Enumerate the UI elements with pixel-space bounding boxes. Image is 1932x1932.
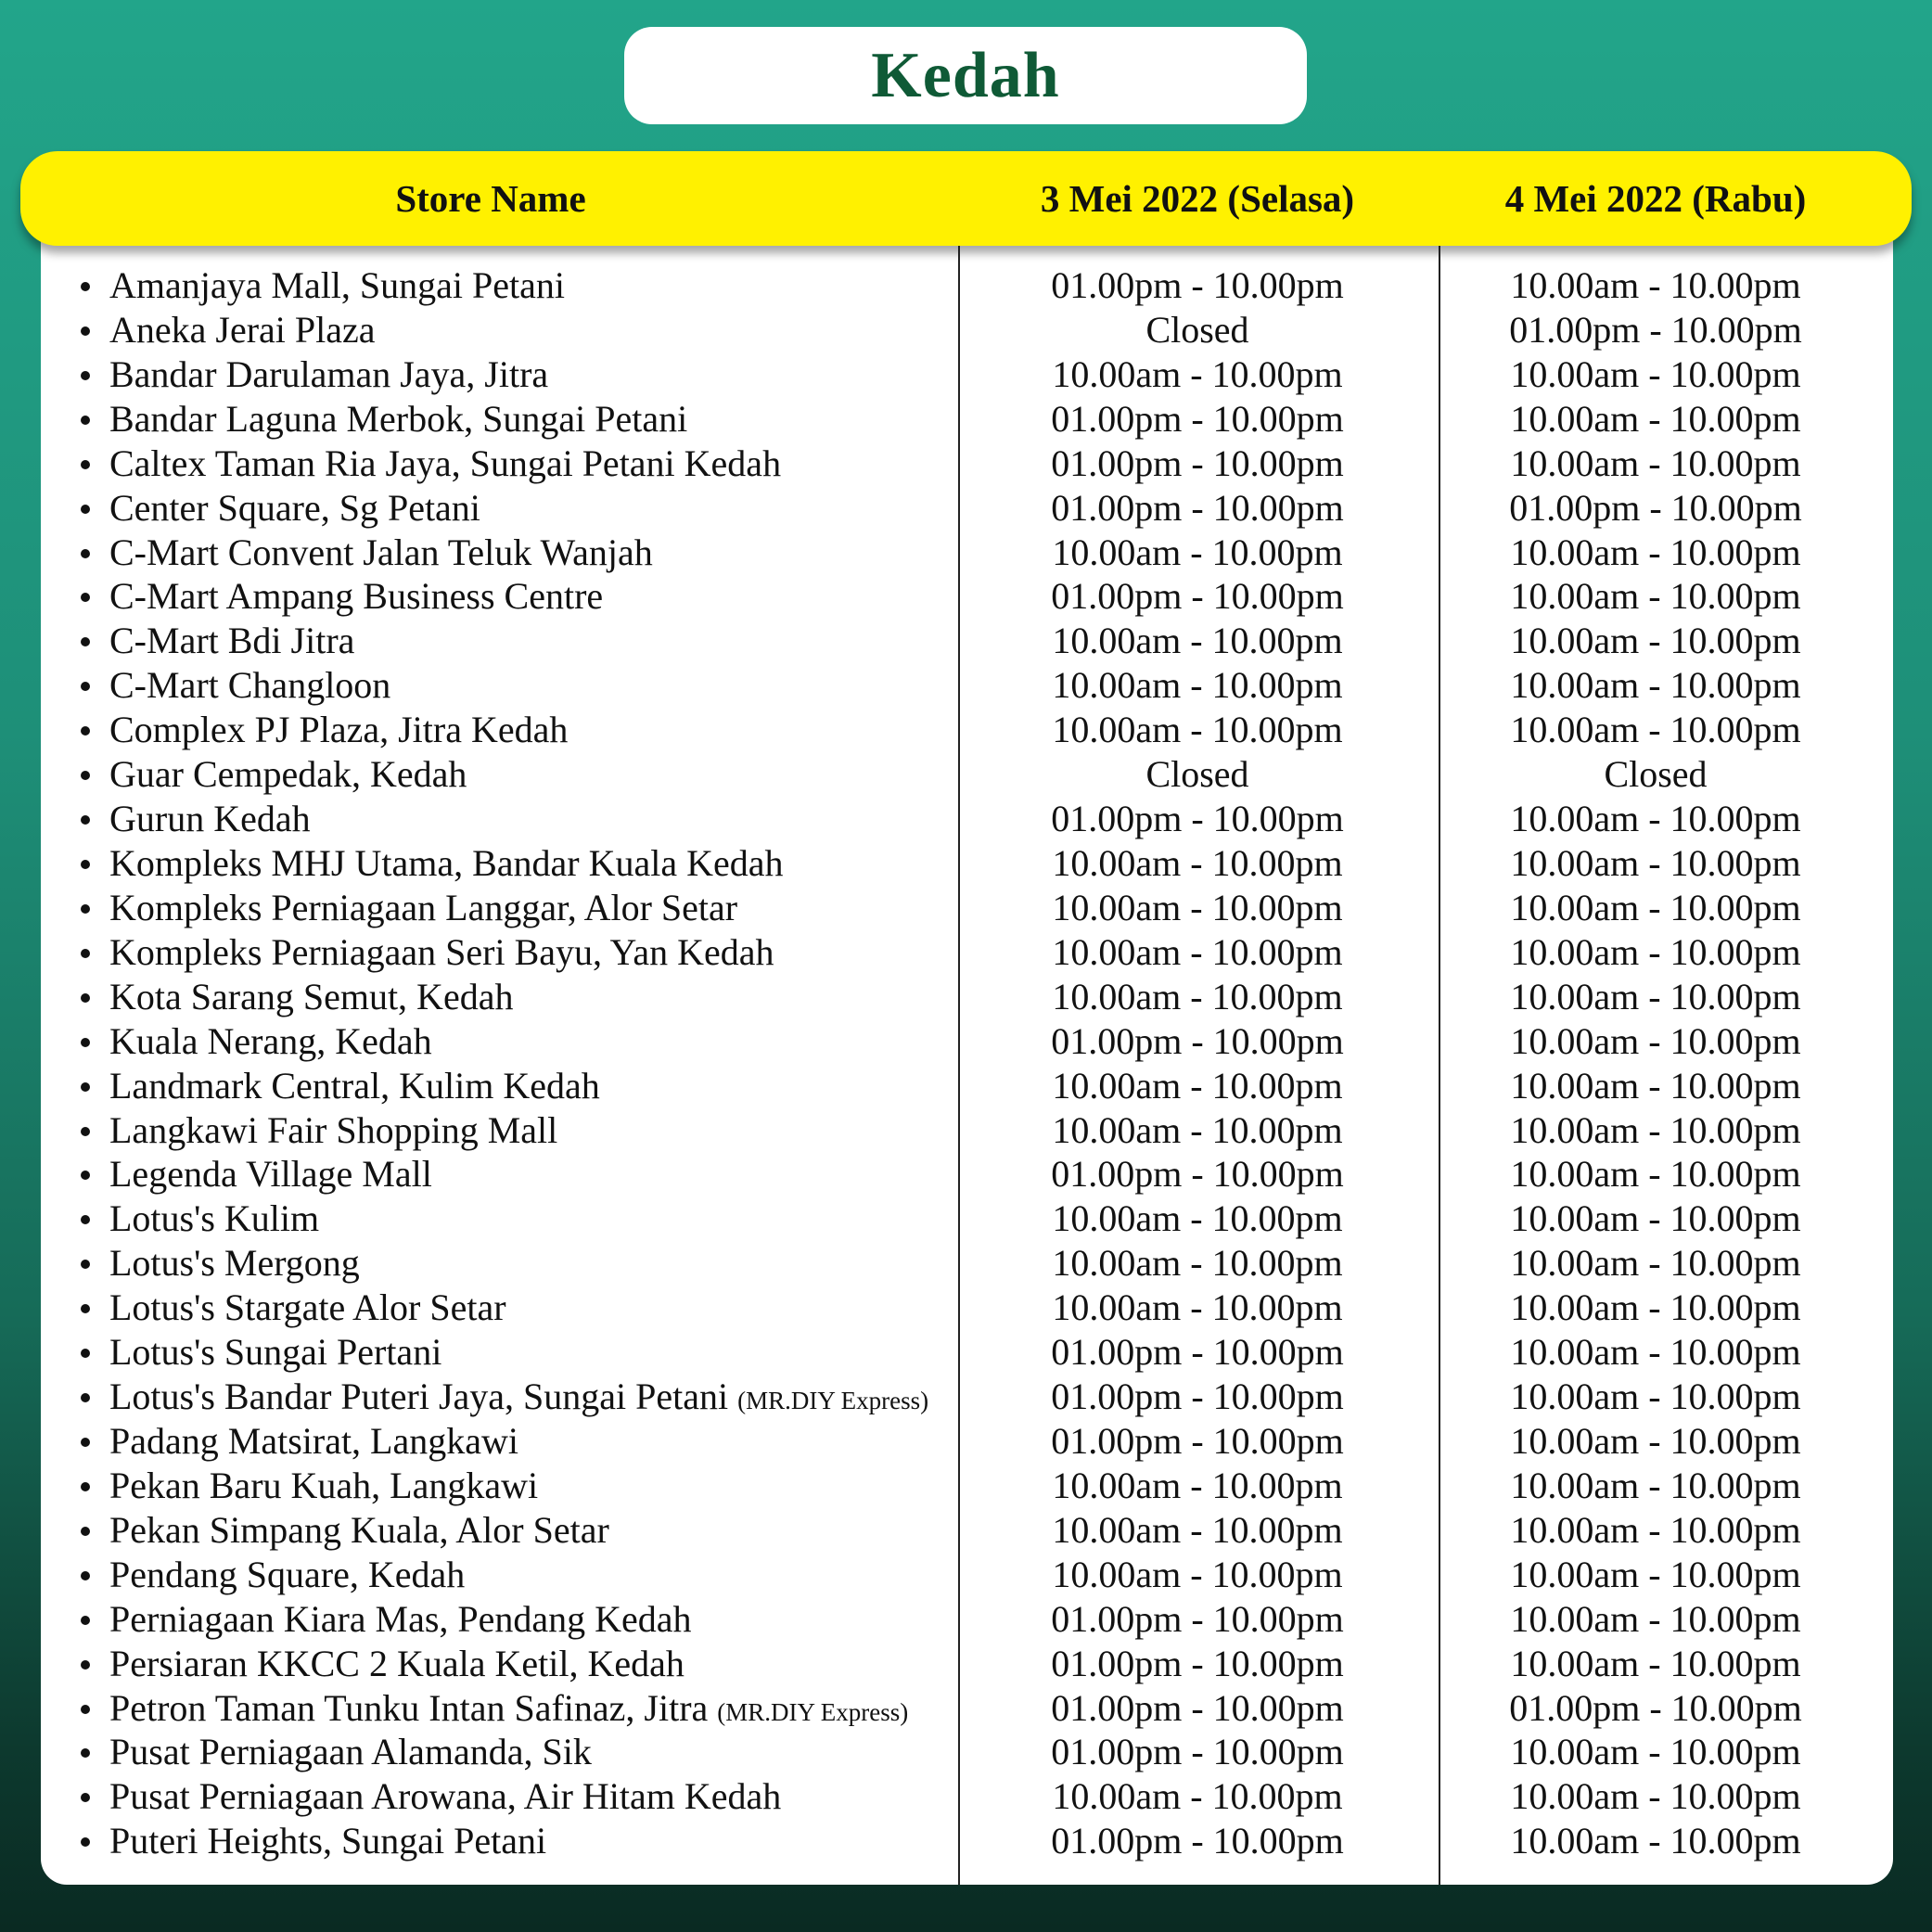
- hours-day2-cell: 10.00am - 10.00pm: [1510, 1642, 1801, 1684]
- header-store-name: Store Name: [395, 177, 586, 220]
- store-name: Kuala Nerang, Kedah: [109, 1019, 432, 1062]
- hours-day1-cell: 10.00am - 10.00pm: [1052, 352, 1343, 395]
- hours-day2-cell: 10.00am - 10.00pm: [1510, 441, 1801, 484]
- hours-day2-cell: 01.00pm - 10.00pm: [1509, 308, 1802, 351]
- bullet-icon: [81, 904, 90, 914]
- store-name: Legenda Village Mall: [109, 1153, 432, 1196]
- store-name: Lotus's Bandar Puteri Jaya, Sungai Petani: [109, 1375, 729, 1418]
- hours-day1-cell: 01.00pm - 10.00pm: [1051, 1153, 1344, 1196]
- hours-day1-cell: 01.00pm - 10.00pm: [1051, 1686, 1344, 1729]
- bullet-icon: [81, 1482, 90, 1491]
- hours-day1-cell: 01.00pm - 10.00pm: [1051, 575, 1344, 618]
- table-row: [0, 1642, 1932, 1686]
- hours-day2-cell: 10.00am - 10.00pm: [1510, 664, 1801, 707]
- header-day1: 3 Mei 2022 (Selasa): [1040, 177, 1355, 220]
- hours-day2-cell: 10.00am - 10.00pm: [1510, 1375, 1801, 1418]
- hours-day2-cell: 10.00am - 10.00pm: [1510, 709, 1801, 751]
- store-name: Center Square, Sg Petani: [109, 486, 480, 529]
- bullet-icon: [81, 1571, 90, 1580]
- store-name: Padang Matsirat, Langkawi: [109, 1419, 518, 1462]
- bullet-icon: [81, 1260, 90, 1269]
- bullet-icon: [81, 1438, 90, 1447]
- store-name: Bandar Laguna Merbok, Sungai Petani: [109, 397, 688, 440]
- store-name-cell: [109, 1108, 557, 1153]
- hours-day1-cell: 01.00pm - 10.00pm: [1051, 1019, 1344, 1062]
- hours-day2-cell: 10.00am - 10.00pm: [1510, 1242, 1801, 1285]
- table-row: [0, 352, 1932, 397]
- table-row: [0, 1196, 1932, 1241]
- store-name: C-Mart Convent Jalan Teluk Wanjah: [109, 531, 653, 573]
- page-title: Kedah: [871, 39, 1060, 111]
- bullet-icon: [81, 371, 90, 380]
- store-name: Guar Cempedak, Kedah: [109, 753, 467, 796]
- table-row: [0, 1330, 1932, 1375]
- store-name: Kompleks Perniagaan Langgar, Alor Setar: [109, 886, 738, 928]
- table-row: [0, 752, 1932, 797]
- store-name-cell: [109, 486, 480, 531]
- bullet-icon: [81, 1393, 90, 1402]
- hours-day2-cell: 10.00am - 10.00pm: [1510, 886, 1801, 928]
- store-name: Aneka Jerai Plaza: [109, 308, 376, 351]
- table-row: [0, 1019, 1932, 1064]
- hours-day1-cell: 10.00am - 10.00pm: [1052, 1508, 1343, 1551]
- table-row: [0, 1508, 1932, 1553]
- hours-day1-cell: 01.00pm - 10.00pm: [1051, 1597, 1344, 1640]
- bullet-icon: [81, 1082, 90, 1092]
- store-name-cell: [109, 886, 737, 930]
- table-row: [0, 619, 1932, 663]
- table-row: [0, 1686, 1932, 1731]
- table-header: [20, 151, 1912, 246]
- hours-day1-cell: 10.00am - 10.00pm: [1052, 841, 1343, 884]
- store-name-cell: [109, 1553, 465, 1597]
- hours-day2-cell: 10.00am - 10.00pm: [1510, 1508, 1801, 1551]
- hours-day2-cell: 10.00am - 10.00pm: [1510, 1775, 1801, 1818]
- bullet-icon: [81, 1127, 90, 1136]
- hours-day1-cell: 10.00am - 10.00pm: [1052, 1553, 1343, 1595]
- store-name-cell: [109, 574, 603, 619]
- hours-day1-cell: 10.00am - 10.00pm: [1052, 1064, 1343, 1107]
- bullet-icon: [81, 1171, 90, 1180]
- store-name-cell: [109, 752, 467, 797]
- hours-day2-cell: 01.00pm - 10.00pm: [1509, 1686, 1802, 1729]
- hours-day1-cell: 10.00am - 10.00pm: [1052, 930, 1343, 973]
- store-name: Persiaran KKCC 2 Kuala Ketil, Kedah: [109, 1642, 685, 1684]
- store-name-cell: [109, 619, 354, 663]
- bullet-icon: [81, 549, 90, 558]
- store-name-cell: [109, 1152, 432, 1196]
- table-row: [0, 1553, 1932, 1597]
- hours-day2-cell: 10.00am - 10.00pm: [1510, 575, 1801, 618]
- store-name: Complex PJ Plaza, Jitra Kedah: [109, 709, 569, 751]
- hours-day1-cell: 01.00pm - 10.00pm: [1051, 486, 1344, 529]
- table-row: [0, 1375, 1932, 1419]
- store-name-cell: [109, 1330, 441, 1375]
- store-name: C-Mart Ampang Business Centre: [109, 575, 604, 618]
- store-name: C-Mart Bdi Jitra: [109, 620, 355, 662]
- store-name: C-Mart Changloon: [109, 664, 391, 707]
- header-day2: 4 Mei 2022 (Rabu): [1504, 177, 1807, 220]
- store-name-cell: [109, 352, 548, 397]
- hours-day1-cell: 10.00am - 10.00pm: [1052, 1242, 1343, 1285]
- table-row: [0, 1819, 1932, 1863]
- bullet-icon: [81, 1038, 90, 1047]
- store-name: Pusat Perniagaan Alamanda, Sik: [109, 1731, 592, 1773]
- hours-day1-cell: 10.00am - 10.00pm: [1052, 886, 1343, 928]
- store-name-cell: [109, 1686, 908, 1734]
- hours-day1-cell: 10.00am - 10.00pm: [1052, 1108, 1343, 1151]
- bullet-icon: [81, 1349, 90, 1358]
- hours-day2-cell: 10.00am - 10.00pm: [1510, 1064, 1801, 1107]
- hours-day2-cell: 10.00am - 10.00pm: [1510, 1019, 1801, 1062]
- bullet-icon: [81, 326, 90, 336]
- store-name: Kompleks Perniagaan Seri Bayu, Yan Kedah: [109, 930, 774, 973]
- table-row: [0, 975, 1932, 1019]
- hours-day2-cell: 10.00am - 10.00pm: [1510, 397, 1801, 440]
- table-row: [0, 308, 1932, 352]
- store-name-cell: [109, 1730, 592, 1774]
- store-name-cell: [109, 1241, 360, 1286]
- store-name: Pekan Baru Kuah, Langkawi: [109, 1464, 539, 1506]
- hours-day2-cell: 10.00am - 10.00pm: [1510, 841, 1801, 884]
- store-name: Lotus's Kulim: [109, 1197, 320, 1240]
- title-banner: [624, 27, 1307, 124]
- store-name: Lotus's Mergong: [109, 1242, 360, 1285]
- hours-day1-cell: 10.00am - 10.00pm: [1052, 1464, 1343, 1506]
- table-row: [0, 1064, 1932, 1108]
- bullet-icon: [81, 416, 90, 425]
- hours-day2-cell: 10.00am - 10.00pm: [1510, 975, 1801, 1017]
- table-row: [0, 1419, 1932, 1464]
- hours-day2-cell: Closed: [1604, 753, 1708, 796]
- store-name: Puteri Heights, Sungai Petani: [109, 1820, 547, 1862]
- bullet-icon: [81, 1705, 90, 1714]
- hours-day1-cell: 01.00pm - 10.00pm: [1051, 1419, 1344, 1462]
- bullet-icon: [81, 460, 90, 469]
- hours-day2-cell: 10.00am - 10.00pm: [1510, 1464, 1801, 1506]
- hours-day1-cell: 01.00pm - 10.00pm: [1051, 264, 1344, 306]
- store-name-cell: [109, 308, 376, 352]
- bullet-icon: [81, 993, 90, 1003]
- hours-day2-cell: 10.00am - 10.00pm: [1510, 1820, 1801, 1862]
- hours-day1-cell: 10.00am - 10.00pm: [1052, 531, 1343, 573]
- hours-day1-cell: 10.00am - 10.00pm: [1052, 975, 1343, 1017]
- store-name-cell: [109, 1019, 432, 1064]
- hours-day1-cell: Closed: [1145, 308, 1249, 351]
- table-row: [0, 1241, 1932, 1286]
- table-row: [0, 841, 1932, 886]
- bullet-icon: [81, 1660, 90, 1670]
- hours-day1-cell: 01.00pm - 10.00pm: [1051, 1331, 1344, 1374]
- hours-day2-cell: 10.00am - 10.00pm: [1510, 1419, 1801, 1462]
- store-name: Kompleks MHJ Utama, Bandar Kuala Kedah: [109, 841, 784, 884]
- hours-day1-cell: 10.00am - 10.00pm: [1052, 1197, 1343, 1240]
- hours-day1-cell: 10.00am - 10.00pm: [1052, 709, 1343, 751]
- bullet-icon: [81, 505, 90, 514]
- table-row: [0, 531, 1932, 575]
- store-name: Pendang Square, Kedah: [109, 1553, 466, 1595]
- table-row: [0, 797, 1932, 841]
- store-name: Lotus's Sungai Pertani: [109, 1331, 442, 1374]
- table-row: [0, 886, 1932, 930]
- store-name-cell: [109, 531, 653, 575]
- bullet-icon: [81, 682, 90, 691]
- bullet-icon: [81, 1527, 90, 1536]
- hours-day2-cell: 10.00am - 10.00pm: [1510, 620, 1801, 662]
- store-name-cell: [109, 1375, 928, 1423]
- store-name-cell: [109, 663, 390, 708]
- store-note: (MR.DIY Express): [737, 1387, 929, 1415]
- hours-day2-cell: 10.00am - 10.00pm: [1510, 1597, 1801, 1640]
- hours-day1-cell: 01.00pm - 10.00pm: [1051, 397, 1344, 440]
- table-body: [0, 263, 1932, 1863]
- table-row: [0, 441, 1932, 486]
- store-name-cell: [109, 1064, 600, 1108]
- bullet-icon: [81, 771, 90, 780]
- store-name: Petron Taman Tunku Intan Safinaz, Jitra: [109, 1686, 709, 1729]
- table-row: [0, 1597, 1932, 1642]
- table-row: [0, 486, 1932, 531]
- store-note: (MR.DIY Express): [717, 1697, 909, 1726]
- table-row: [0, 1464, 1932, 1508]
- hours-day2-cell: 10.00am - 10.00pm: [1510, 930, 1801, 973]
- table-row: [0, 708, 1932, 752]
- hours-day1-cell: 01.00pm - 10.00pm: [1051, 441, 1344, 484]
- store-name: Caltex Taman Ria Jaya, Sungai Petani Kedah: [109, 441, 782, 484]
- bullet-icon: [81, 1215, 90, 1224]
- hours-day2-cell: 10.00am - 10.00pm: [1510, 1331, 1801, 1374]
- store-name-cell: [109, 397, 687, 441]
- store-name-cell: [109, 1642, 685, 1686]
- bullet-icon: [81, 593, 90, 602]
- table-row: [0, 930, 1932, 975]
- hours-day1-cell: 10.00am - 10.00pm: [1052, 620, 1343, 662]
- store-name-cell: [109, 263, 565, 308]
- hours-day1-cell: 10.00am - 10.00pm: [1052, 1286, 1343, 1329]
- store-name-cell: [109, 441, 781, 486]
- store-name-cell: [109, 841, 783, 886]
- store-name: Landmark Central, Kulim Kedah: [109, 1064, 600, 1107]
- table-row: [0, 1730, 1932, 1774]
- store-name: Pusat Perniagaan Arowana, Air Hitam Kedah: [109, 1775, 782, 1818]
- store-name: Perniagaan Kiara Mas, Pendang Kedah: [109, 1597, 692, 1640]
- hours-day2-cell: 01.00pm - 10.00pm: [1509, 486, 1802, 529]
- hours-day1-cell: 01.00pm - 10.00pm: [1051, 798, 1344, 840]
- hours-day2-cell: 10.00am - 10.00pm: [1510, 264, 1801, 306]
- store-name-cell: [109, 1464, 538, 1508]
- store-name-cell: [109, 797, 311, 841]
- hours-day1-cell: Closed: [1145, 753, 1249, 796]
- store-name-cell: [109, 708, 568, 752]
- hours-day1-cell: 10.00am - 10.00pm: [1052, 664, 1343, 707]
- table-row: [0, 1774, 1932, 1819]
- store-name-cell: [109, 975, 513, 1019]
- table-row: [0, 1286, 1932, 1330]
- bullet-icon: [81, 637, 90, 646]
- bullet-icon: [81, 1793, 90, 1802]
- bullet-icon: [81, 815, 90, 825]
- store-name: Gurun Kedah: [109, 798, 311, 840]
- hours-day1-cell: 01.00pm - 10.00pm: [1051, 1731, 1344, 1773]
- hours-day2-cell: 10.00am - 10.00pm: [1510, 798, 1801, 840]
- table-row: [0, 663, 1932, 708]
- bullet-icon: [81, 860, 90, 869]
- hours-day2-cell: 10.00am - 10.00pm: [1510, 1153, 1801, 1196]
- bullet-icon: [81, 949, 90, 958]
- store-name-cell: [109, 1508, 609, 1553]
- store-name-cell: [109, 1196, 319, 1241]
- store-name-cell: [109, 1286, 506, 1330]
- bullet-icon: [81, 1748, 90, 1758]
- bullet-icon: [81, 282, 90, 291]
- store-name-cell: [109, 1819, 546, 1863]
- table-row: [0, 574, 1932, 619]
- hours-day1-cell: 01.00pm - 10.00pm: [1051, 1375, 1344, 1418]
- hours-day2-cell: 10.00am - 10.00pm: [1510, 1197, 1801, 1240]
- bullet-icon: [81, 1837, 90, 1847]
- store-name-cell: [109, 930, 774, 975]
- hours-day2-cell: 10.00am - 10.00pm: [1510, 1286, 1801, 1329]
- store-name: Kota Sarang Semut, Kedah: [109, 975, 514, 1017]
- hours-day2-cell: 10.00am - 10.00pm: [1510, 531, 1801, 573]
- hours-day1-cell: 10.00am - 10.00pm: [1052, 1775, 1343, 1818]
- store-name: Bandar Darulaman Jaya, Jitra: [109, 352, 549, 395]
- store-name: Langkawi Fair Shopping Mall: [109, 1108, 558, 1151]
- table-row: [0, 1108, 1932, 1153]
- table-row: [0, 263, 1932, 308]
- table-row: [0, 397, 1932, 441]
- store-name-cell: [109, 1419, 518, 1464]
- bullet-icon: [81, 1304, 90, 1313]
- hours-day2-cell: 10.00am - 10.00pm: [1510, 352, 1801, 395]
- store-name-cell: [109, 1774, 781, 1819]
- store-name: Amanjaya Mall, Sungai Petani: [109, 264, 566, 306]
- hours-day1-cell: 01.00pm - 10.00pm: [1051, 1820, 1344, 1862]
- store-name: Lotus's Stargate Alor Setar: [109, 1286, 506, 1329]
- hours-day1-cell: 01.00pm - 10.00pm: [1051, 1642, 1344, 1684]
- bullet-icon: [81, 1616, 90, 1625]
- hours-day2-cell: 10.00am - 10.00pm: [1510, 1553, 1801, 1595]
- hours-day2-cell: 10.00am - 10.00pm: [1510, 1108, 1801, 1151]
- table-row: [0, 1152, 1932, 1196]
- store-name: Pekan Simpang Kuala, Alor Setar: [109, 1508, 609, 1551]
- hours-day2-cell: 10.00am - 10.00pm: [1510, 1731, 1801, 1773]
- bullet-icon: [81, 726, 90, 736]
- store-name-cell: [109, 1597, 692, 1642]
